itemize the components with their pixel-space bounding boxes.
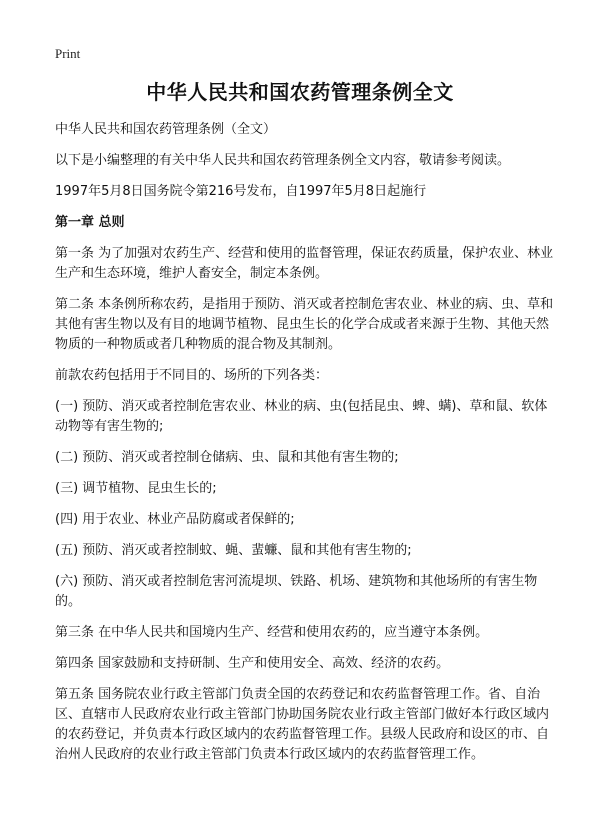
intro-paragraph: 以下是小编整理的有关中华人民共和国农药管理条例全文内容，敬请参考阅读。 <box>55 153 511 168</box>
article-4: 第四条 国家鼓励和支持研制、生产和使用安全、高效、经济的农药。 <box>55 656 450 671</box>
list-item-5: (五) 预防、消灭或者控制蚊、蝇、蜚蠊、鼠和其他有害生物的; <box>55 543 412 558</box>
article-5: 第五条 国务院农业行政主管部门负责全国的农药登记和农药监督管理工作。省、自治区、直辖市人民政府农业行政主管部门协助国务院农业行政主管部门做好本行政区域内的农药登记，并负责本行政区域内的农药监督管理工作。县级人民政府和设区的市、自治州人民政府的农业行政主管部门负责本行政区域内的农药监督管理工作。 <box>55 687 550 762</box>
article-1: 第一条 为了加强对农药生产、经营和使用的监督管理，保证农药质量，保护农业、林业生产和生态环境，维护人畜安全，制定本条例。 <box>55 246 554 281</box>
page-title: 中华人民共和国农药管理条例全文 <box>146 80 454 104</box>
date-paragraph: 1997年5月8日国务院令第216号发布，自1997年5月8日起施行 <box>55 184 427 199</box>
article-3: 第三条 在中华人民共和国境内生产、经营和使用农药的，应当遵守本条例。 <box>55 625 489 640</box>
subtitle-paragraph: 中华人民共和国农药管理条例（全文） <box>55 122 277 137</box>
article-2: 第二条 本条例所称农药，是指用于预防、消灭或者控制危害农业、林业的病、虫、草和其他有害生物以及有目的地调节植物、昆虫生长的化学合成或者来源于生物、其他天然物质的一种物质或者几种物质的混合物及其制剂。 <box>55 297 554 352</box>
list-item-1: (一) 预防、消灭或者控制危害农业、林业的病、虫(包括昆虫、蜱、螨)、草和鼠、软体动物等有害生物的; <box>55 399 548 434</box>
list-item-6: (六) 预防、消灭或者控制危害河流堤坝、铁路、机场、建筑物和其他场所的有害生物的。 <box>55 574 538 609</box>
chapter-heading: 第一章 总则 <box>55 215 125 230</box>
document-body <box>55 120 560 765</box>
list-item-4: (四) 用于农业、林业产品防腐或者保鲜的; <box>55 512 295 527</box>
print-link[interactable]: Print <box>55 46 81 61</box>
list-item-3: (三) 调节植物、昆虫生长的; <box>55 481 217 496</box>
list-intro: 前款农药包括用于不同目的、场所的下列各类： <box>55 368 329 383</box>
list-item-2: (二) 预防、消灭或者控制仓储病、虫、鼠和其他有害生物的; <box>55 450 399 465</box>
